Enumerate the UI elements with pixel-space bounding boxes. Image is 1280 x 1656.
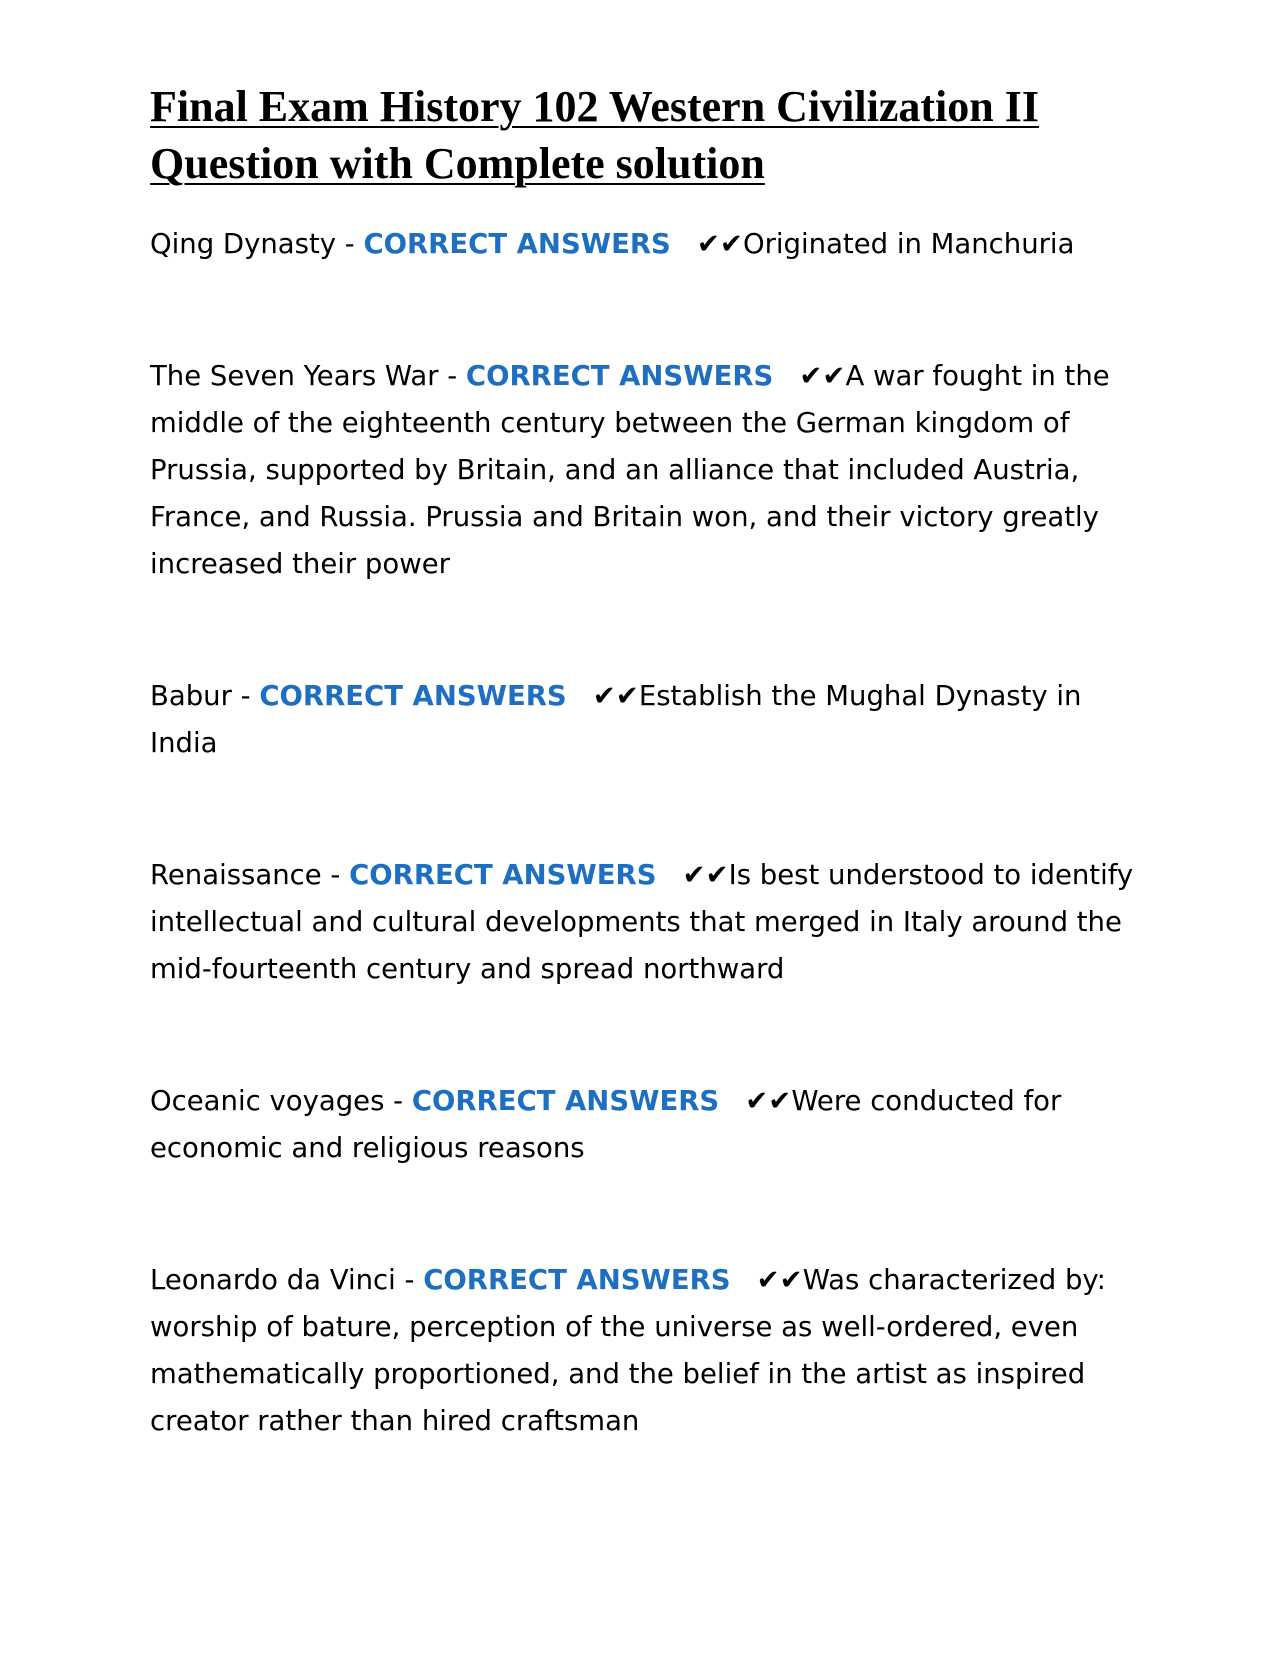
qa-term: Leonardo da Vinci - bbox=[150, 1264, 424, 1296]
checkmark-icon: ✔✔ bbox=[682, 859, 729, 891]
correct-answers-label: CORRECT ANSWERS bbox=[423, 1264, 731, 1296]
qa-term: Babur - bbox=[150, 680, 260, 712]
qa-item bbox=[150, 673, 1140, 767]
qa-term: Qing Dynasty - bbox=[150, 228, 364, 260]
qa-item bbox=[150, 353, 1140, 588]
correct-answers-label: CORRECT ANSWERS bbox=[349, 859, 657, 891]
correct-answers-label: CORRECT ANSWERS bbox=[465, 360, 774, 392]
correct-answers-label: CORRECT ANSWERS bbox=[259, 680, 567, 712]
checkmark-icon: ✔✔ bbox=[592, 680, 639, 712]
qa-answer: Was characterized by: worship of bature, perception of the universe as well-ordered, even mathematically proportioned, and the belief in the artist as inspired creator rather than hired craftsman bbox=[150, 1264, 1106, 1437]
qa-answer: Establish the Mughal Dynasty in India bbox=[150, 680, 1082, 759]
qa-answer: Is best understood to identify intellectual and cultural developments that merged in Italy around the mid-fourteenth century and spread northward bbox=[150, 859, 1134, 985]
qa-answer: A war fought in the middle of the eighteenth century between the German kingdom of Prussia, supported by Britain, and an alliance that included Austria, France, and Russia. Prussia and Britain won, and their victory greatly increased their power bbox=[150, 360, 1110, 580]
qa-answer: Were conducted for economic and religious reasons bbox=[150, 1085, 1062, 1164]
qa-term: Renaissance - bbox=[150, 859, 350, 891]
qa-item bbox=[150, 221, 1140, 268]
checkmark-icon: ✔✔ bbox=[745, 1085, 792, 1117]
correct-answers-label: CORRECT ANSWERS bbox=[411, 1085, 720, 1117]
qa-term: The Seven Years War - bbox=[150, 360, 466, 392]
checkmark-icon: ✔✔ bbox=[756, 1264, 803, 1296]
correct-answers-label: CORRECT ANSWERS bbox=[363, 228, 671, 260]
qa-item bbox=[150, 852, 1140, 993]
qa-term: Oceanic voyages - bbox=[150, 1085, 412, 1117]
qa-answer: Originated in Manchuria bbox=[742, 228, 1075, 260]
document-title: Final Exam History 102 Western Civilization II Question with Complete solution bbox=[150, 82, 1039, 188]
document-page bbox=[150, 78, 1140, 1445]
qa-item bbox=[150, 1078, 1140, 1172]
qa-item bbox=[150, 1257, 1140, 1445]
checkmark-icon: ✔✔ bbox=[799, 360, 846, 392]
checkmark-icon: ✔✔ bbox=[696, 228, 743, 260]
